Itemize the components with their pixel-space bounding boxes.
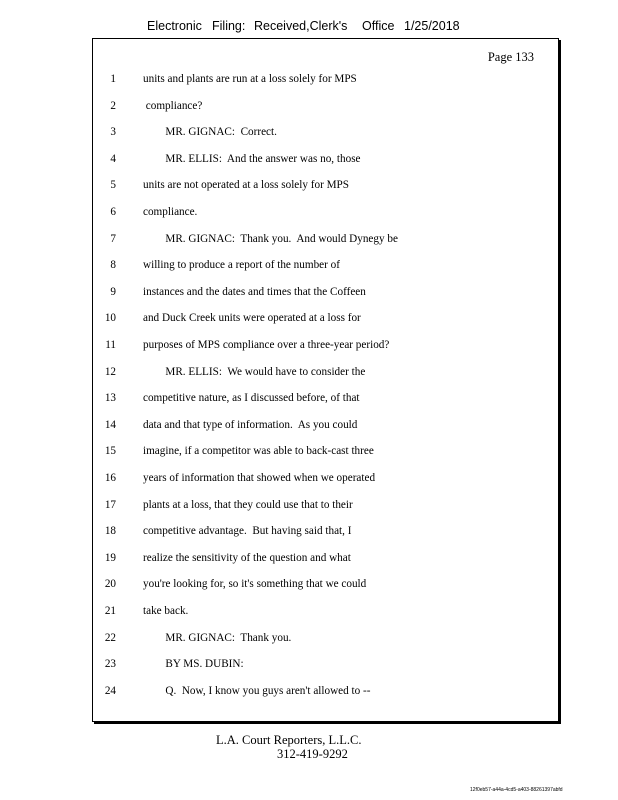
line-text: MR. GIGNAC: Thank you. And would Dynegy be: [143, 232, 398, 245]
line-text: MR. ELLIS: We would have to consider the: [143, 365, 366, 378]
transcript-line: [0, 445, 618, 463]
line-text: realize the sensitivity of the question and what: [143, 551, 351, 564]
line-number: 15: [104, 445, 116, 458]
line-number: 16: [104, 472, 116, 484]
document-id: 12f0eb57-a44a-4cd5-a403-88261397abfd: [470, 787, 563, 793]
line-number: 3: [110, 126, 116, 139]
line-text: BY MS. DUBIN:: [143, 658, 244, 671]
line-text: instances and the dates and times that the Coffeen: [143, 285, 366, 298]
transcript-line: [0, 525, 618, 543]
line-number: 24: [104, 684, 116, 697]
line-text: Q. Now, I know you guys aren't allowed to --: [143, 684, 371, 697]
line-number: 18: [104, 525, 116, 538]
filing-date: 1/25/2018: [404, 19, 460, 33]
filing-word-office: Office: [362, 19, 395, 33]
transcript-line: [0, 605, 618, 623]
transcript-line: [0, 392, 618, 410]
line-text: compliance?: [143, 99, 203, 112]
transcript-line: [0, 472, 618, 490]
reporter-phone: 312-419-9292: [277, 747, 348, 761]
line-text: competitive advantage. But having said that, I: [143, 525, 352, 538]
line-text: MR. GIGNAC: Correct.: [143, 126, 277, 139]
line-number: 12: [104, 365, 116, 378]
line-text: take back.: [143, 605, 189, 617]
filing-word-filing: Filing:: [212, 19, 246, 33]
line-number: 22: [104, 631, 116, 644]
transcript-line: [0, 312, 618, 330]
line-text: plants at a loss, that they could use that to their: [143, 498, 353, 511]
line-text: units and plants are run at a loss solely for MPS: [143, 73, 357, 85]
line-text: compliance.: [143, 206, 198, 218]
line-text: competitive nature, as I discussed before, of that: [143, 392, 360, 405]
line-text: and Duck Creek units were operated at a loss for: [143, 312, 361, 325]
transcript-line: [0, 73, 618, 91]
filing-word-electronic: Electronic: [147, 19, 202, 33]
reporter-company: L.A. Court Reporters, L.L.C.: [216, 733, 362, 747]
line-number: 11: [105, 339, 116, 351]
line-number: 13: [104, 392, 116, 405]
line-text: years of information that showed when we operated: [143, 472, 376, 484]
transcript-line: [0, 126, 618, 144]
line-number: 10: [104, 312, 116, 325]
line-number: 6: [110, 206, 116, 218]
transcript-line: [0, 339, 618, 357]
line-text: imagine, if a competitor was able to back-cast three: [143, 445, 374, 458]
line-number: 17: [104, 498, 116, 511]
line-number: 23: [104, 658, 116, 671]
transcript-line: [0, 206, 618, 224]
transcript-line: [0, 153, 618, 171]
line-text: willing to produce a report of the number of: [143, 259, 340, 272]
transcript-line: [0, 552, 618, 570]
line-number: 1: [110, 73, 116, 85]
transcript-line: [0, 259, 618, 277]
page-number: Page 133: [487, 50, 534, 64]
line-number: 9: [110, 285, 116, 298]
transcript-line: [0, 179, 618, 197]
line-number: 5: [110, 179, 116, 192]
transcript-line: [0, 100, 618, 118]
line-number: 7: [110, 232, 116, 245]
line-number: 14: [104, 418, 116, 431]
line-text: purposes of MPS compliance over a three-year period?: [143, 339, 390, 351]
line-text: units are not operated at a loss solely for MPS: [143, 179, 350, 192]
transcript-line: [0, 419, 618, 437]
transcript-line: [0, 499, 618, 517]
line-number: 21: [104, 605, 116, 617]
transcript-line: [0, 286, 618, 304]
line-number: 8: [110, 259, 116, 272]
line-text: MR. ELLIS: And the answer was no, those: [143, 152, 361, 165]
line-number: 2: [110, 99, 116, 112]
transcript-line: [0, 233, 618, 251]
line-text: MR. GIGNAC: Thank you.: [143, 631, 292, 644]
line-text: data and that type of information. As you could: [143, 418, 358, 431]
line-number: 4: [110, 152, 116, 165]
transcript-line: [0, 366, 618, 384]
transcript-line: [0, 658, 618, 676]
line-number: 20: [104, 578, 116, 591]
transcript-line: [0, 632, 618, 650]
transcript-line: [0, 685, 618, 703]
line-number: 19: [104, 551, 116, 564]
transcript-line: [0, 578, 618, 596]
line-text: you're looking for, so it's something that we could: [143, 578, 367, 591]
filing-word-received: Received,Clerk's: [254, 19, 348, 33]
